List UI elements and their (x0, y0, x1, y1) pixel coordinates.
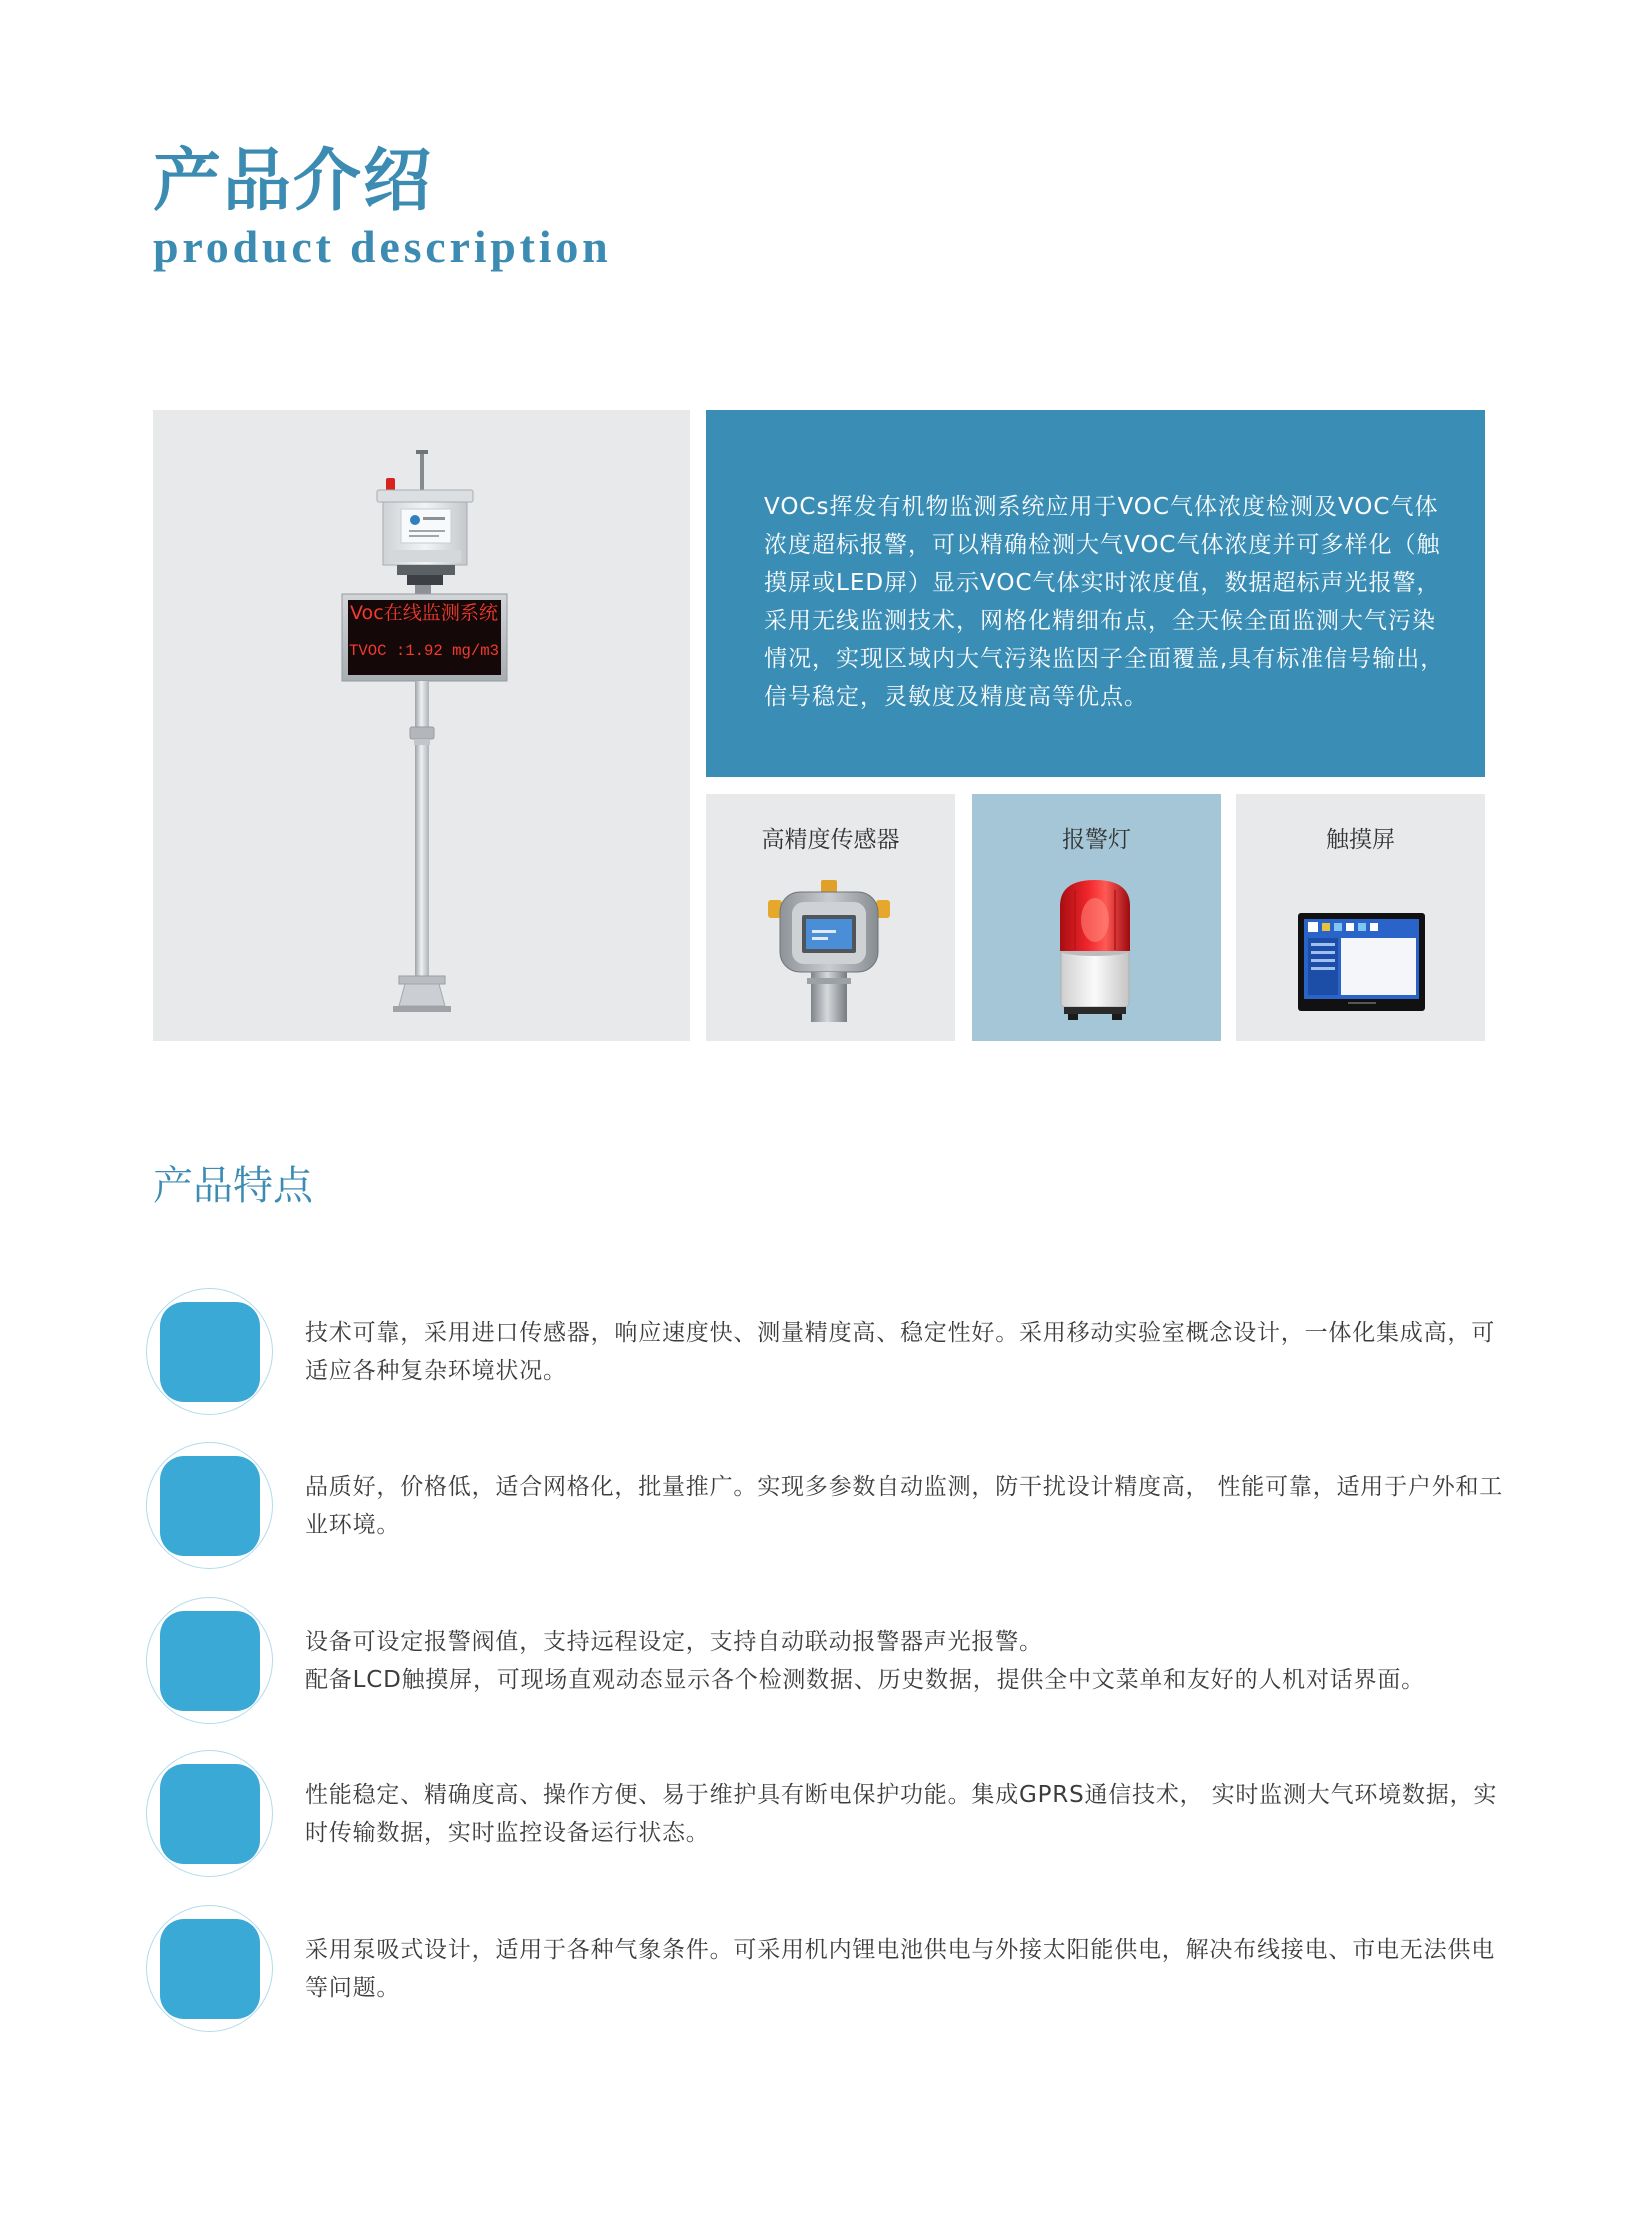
product-description-box (706, 410, 1485, 777)
page-subtitle: product description (153, 221, 612, 272)
feature-text (305, 1314, 1495, 1390)
feature-item (146, 1750, 1506, 1878)
features-heading: 产品特点 (153, 1163, 313, 1209)
led-line-1: Voc在线监测系统 (350, 602, 498, 624)
product-description-text (764, 488, 1444, 716)
feature-text (305, 1776, 1497, 1852)
feature-line: 时传输数据，实时监控设备运行状态。 (305, 1820, 710, 1846)
description-line: 浓度超标报警，可以精确检测大气VOC气体浓度并可多样化（触 (764, 532, 1441, 558)
led-display-board (342, 594, 507, 681)
component-card-alarm (972, 794, 1221, 1041)
feature-bullet-icon (160, 1611, 260, 1711)
page-title: 产品介绍 (153, 142, 434, 221)
pole (410, 681, 434, 979)
led-line-2: TVOC :1.92 mg/m3 (349, 642, 499, 660)
feature-line: 设备可设定报警阀值，支持远程设定，支持自动联动报警器声光报警。 (305, 1629, 1043, 1655)
component-label: 报警灯 (1062, 827, 1131, 853)
feature-bullet-icon (160, 1302, 260, 1402)
feature-line: 等问题。 (305, 1975, 401, 2001)
component-label: 触摸屏 (1326, 827, 1395, 853)
component-card-touchscreen (1236, 794, 1485, 1041)
description-line: 信号稳定，灵敏度及精度高等优点。 (764, 684, 1148, 710)
beacon-light-icon (386, 478, 395, 491)
feature-text (305, 1468, 1503, 1544)
component-card-sensor (706, 794, 955, 1041)
description-line: 摸屏或LED屏）显示VOC气体实时浓度值，数据超标声光报警， (764, 570, 1441, 596)
product-photo-panel (153, 410, 690, 1041)
component-label: 高精度传感器 (761, 827, 900, 853)
feature-line: 品质好，价格低，适合网格化，批量推广。实现多参数自动监测，防干扰设计精度高， 性能可靠，适用于户外和工 (305, 1474, 1504, 1500)
feature-line: 配备LCD触摸屏，可现场直观动态显示各个检测数据、历史数据，提供全中文菜单和友好的人机对话界面。 (305, 1667, 1425, 1693)
feature-line: 业环境。 (305, 1512, 401, 1538)
feature-line: 采用泵吸式设计，适用于各种气象条件。可采用机内锂电池供电与外接太阳能供电，解决布线接电、市电无法供电 (305, 1937, 1495, 1963)
monitoring-station-illustration (153, 410, 690, 1041)
description-line: 采用无线监测技术，网格化精细布点，全天候全面监测大气污染 (764, 608, 1436, 634)
description-line: VOCs挥发有机物监测系统应用于VOC气体浓度检测及VOC气体 (764, 494, 1439, 520)
feature-line: 适应各种复杂环境状况。 (305, 1358, 567, 1384)
feature-text (305, 1931, 1495, 2007)
feature-item (146, 1905, 1506, 2033)
feature-item (146, 1442, 1506, 1570)
feature-line: 技术可靠，采用进口传感器，响应速度快、测量精度高、稳定性好。采用移动实验室概念设计，一体化集成高，可 (305, 1320, 1495, 1346)
feature-item (146, 1597, 1506, 1725)
feature-text (305, 1623, 1425, 1699)
feature-item (146, 1288, 1506, 1416)
feature-bullet-icon (160, 1764, 260, 1864)
description-line: 情况，实现区域内大气污染监因子全面覆盖,具有标准信号输出， (764, 646, 1445, 672)
feature-bullet-icon (160, 1456, 260, 1556)
antenna-icon (416, 450, 428, 492)
feature-bullet-icon (160, 1919, 260, 2019)
pole-base (393, 976, 451, 1012)
monitor-enclosure (377, 490, 473, 594)
feature-line: 性能稳定、精确度高、操作方便、易于维护具有断电保护功能。集成GPRS通信技术， 实时监测大气环境数据，实 (305, 1782, 1498, 1808)
